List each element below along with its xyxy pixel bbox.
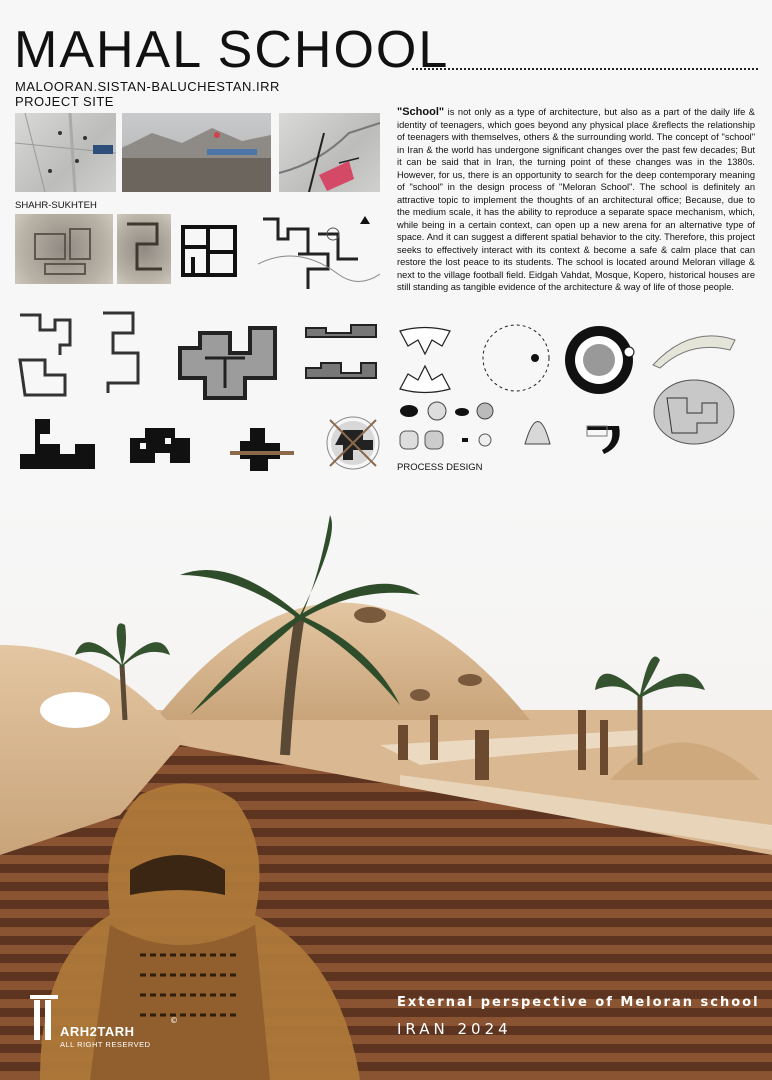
process-circle-dashed bbox=[480, 322, 552, 394]
ruins-plan-drawing bbox=[178, 222, 240, 280]
site-photo-image bbox=[122, 113, 271, 192]
render-year: IRAN 2024 bbox=[397, 1020, 512, 1038]
external-perspective-render bbox=[0, 495, 772, 1080]
project-description bbox=[397, 106, 755, 294]
settlement-plan-drawing bbox=[258, 214, 380, 302]
plan-fragment-2 bbox=[98, 308, 142, 398]
solid-form-3 bbox=[230, 425, 294, 475]
aerial-ruins-image-1 bbox=[15, 214, 113, 284]
description-body: is not only as a type of architecture, but also as a part of the daily life & identity of teenagers, which goes beyond any physical place &reflects the relationship of teenagers with themselves, others & the surrounding world. The concept of "school" in Iran & the world has undergone significant changes over the past few decades; But it can be said that in Iran, the turning point of these changes was in the 1380s. However, for us, there is an opportunity to search for the deep contemporary meaning of "school" in the design process of "Meloran School". The school is definitely an attractive topic to implement the thoughts of an architectural office; Because, due to the medium scale, it has the ability to reproduce a separate space mechanism, which, while being in a certain context, can open up a new arena for an alternative type of space. And it can suggest a different spatial behavior to the city. Therefore, this project seeks to effectively interact with its context & become a safe & calm place that can restore the lost peace to its students. The school is located around Meloran village & next to the village football field. Eidgah Vahdat, Mosque, Kopero, historical houses are still standing as tangible evidence of the architecture & way of life of those people. bbox=[397, 107, 755, 292]
solid-form-4 bbox=[325, 415, 381, 471]
solid-form-2 bbox=[125, 418, 195, 470]
process-arc-shape bbox=[650, 330, 740, 370]
process-design-label: PROCESS DESIGN bbox=[397, 462, 483, 473]
process-shape-1 bbox=[397, 326, 453, 358]
render-caption: External perspective of Meloran school bbox=[397, 995, 760, 1010]
plan-fragment-1 bbox=[15, 310, 75, 400]
process-terrain-row bbox=[397, 428, 497, 454]
description-lead: "School" bbox=[397, 106, 445, 118]
process-site-plan bbox=[652, 378, 737, 446]
site-plan-map-image bbox=[279, 113, 380, 192]
aerial-ruins-image-2 bbox=[117, 214, 171, 284]
copyright-symbol: © bbox=[170, 1016, 178, 1025]
process-cone-shape bbox=[520, 404, 556, 448]
shahr-sukhteh-label: SHAHR-SUKHTEH bbox=[15, 200, 97, 211]
process-shape-2 bbox=[397, 364, 453, 396]
logo-name: ARH2TARH bbox=[60, 1024, 135, 1039]
location-label: MALOORAN.SISTAN-BALUCHESTAN.IRR bbox=[15, 79, 280, 94]
solid-form-1 bbox=[15, 414, 97, 474]
site-map-image bbox=[15, 113, 116, 192]
plan-fragment-3 bbox=[175, 318, 280, 400]
process-massing-row bbox=[397, 400, 497, 422]
page-title: MAHAL SCHOOL bbox=[14, 21, 450, 79]
project-site-label: PROJECT SITE bbox=[15, 94, 114, 109]
process-circle-plan bbox=[563, 324, 635, 396]
title-dotted-rule bbox=[412, 68, 758, 70]
process-section-shape bbox=[585, 424, 625, 456]
plan-fragment-4 bbox=[303, 318, 380, 398]
logo-rights: ALL RIGHT RESERVED bbox=[60, 1040, 151, 1049]
